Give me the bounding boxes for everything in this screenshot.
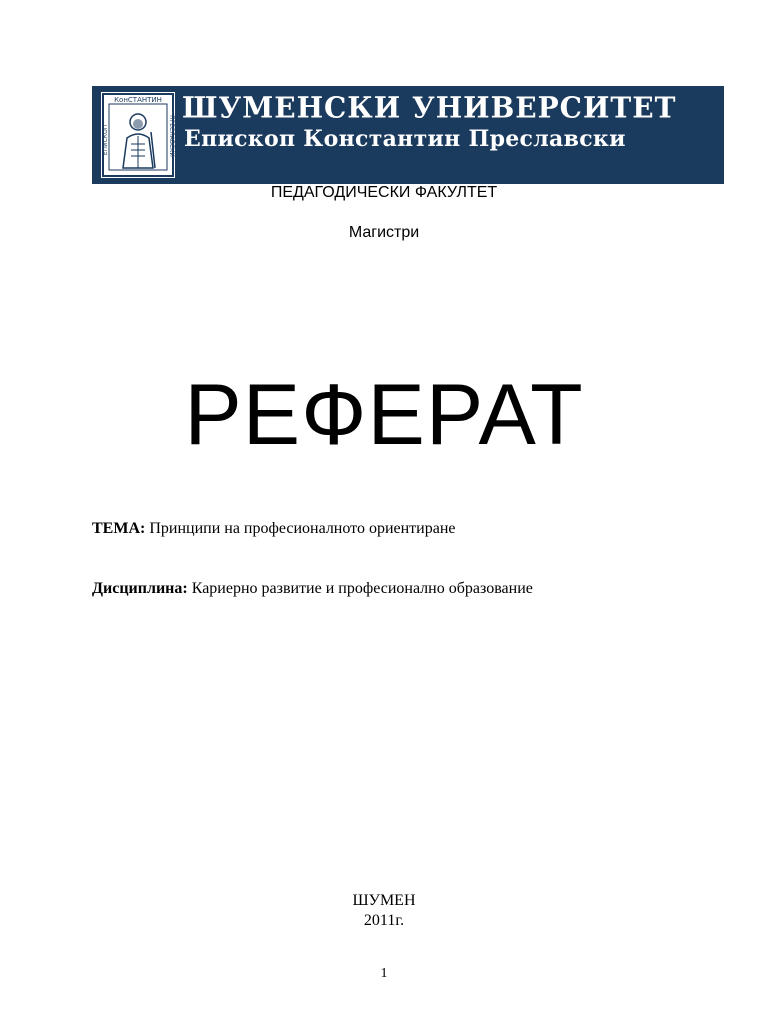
page-number: 1: [380, 966, 388, 981]
university-banner: [92, 86, 724, 184]
discipline-label: Дисциплина:: [92, 580, 188, 597]
document-type-title: РЕФЕРАТ: [184, 367, 584, 463]
topic-value: Принципи на професионалното ориентиране: [145, 520, 456, 537]
faculty-name: ПЕДАГОДИЧЕСКИ ФАКУЛТЕТ: [270, 184, 498, 201]
university-name: ШУМЕНСКИ УНИВЕРСИТЕТ: [182, 90, 677, 125]
svg-text:ПРЕСЛАВСКИ: ПРЕСЛАВСКИ: [168, 115, 175, 157]
topic-label: ТЕМА:: [92, 520, 146, 537]
year: 2011г.: [363, 912, 405, 929]
svg-text:ЕПИСКОП: ЕПИСКОП: [102, 124, 109, 156]
discipline-value: Кариерно развитие и професионално образование: [187, 580, 533, 597]
topic-line: [92, 520, 455, 538]
university-subtitle: Епископ Константин Преславски: [184, 126, 626, 152]
discipline-line: [92, 580, 533, 598]
university-seal-logo: [100, 91, 176, 179]
city-name: ШУМЕН: [352, 892, 416, 909]
program-name: Магистри: [348, 224, 420, 241]
svg-text:КонСТАНТИН: КонСТАНТИН: [114, 96, 162, 104]
